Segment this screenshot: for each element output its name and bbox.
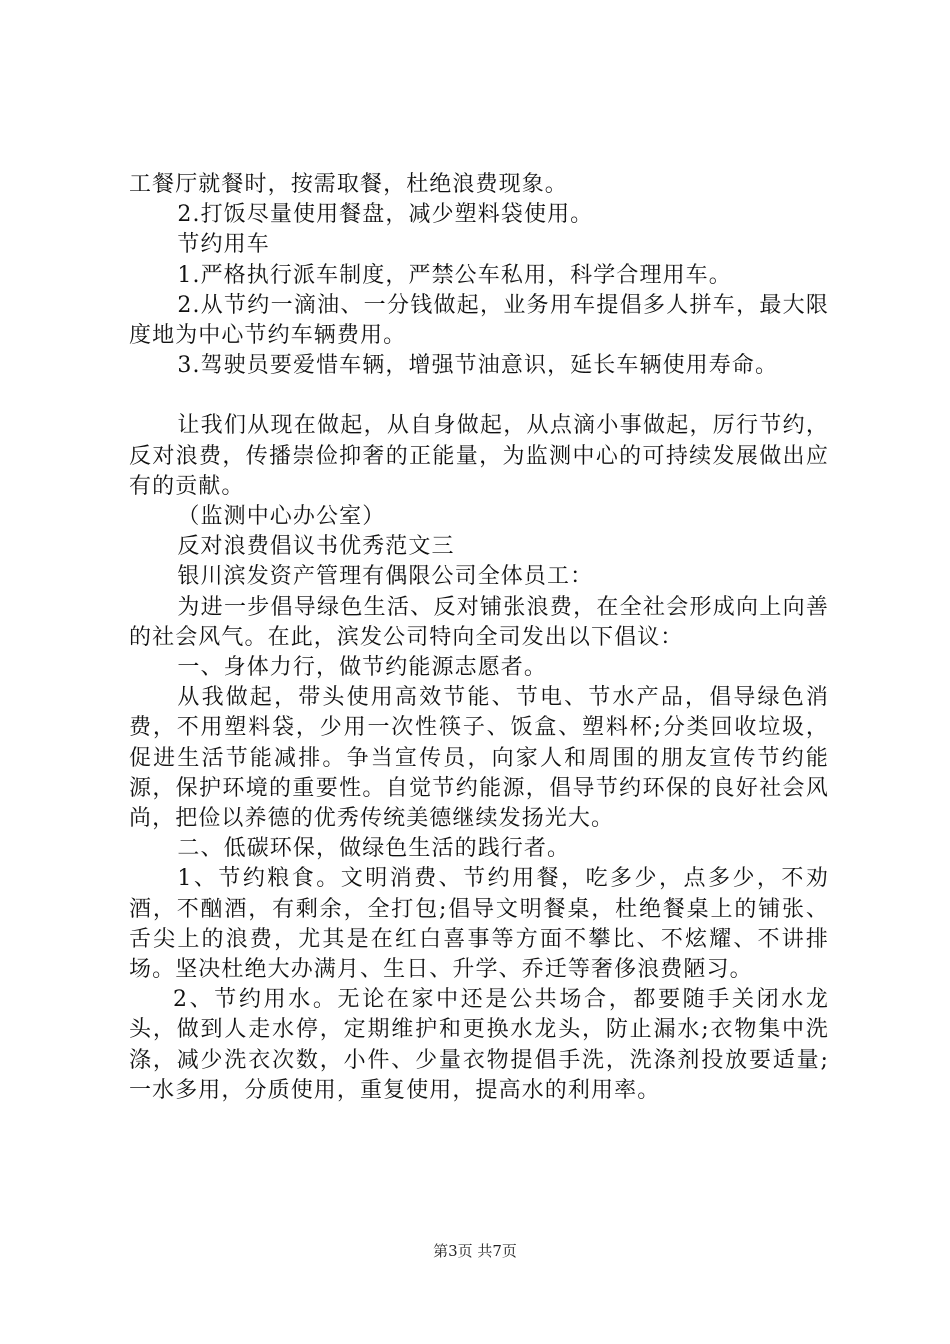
paragraph: 从我做起，带头使用高效节能、节电、节水产品，倡导绿色消费，不用塑料袋，少用一次性筷子、饭盒、塑料杯;分类回收垃圾，促进生活节能减排。争当宣传员，向家人和周围的朋友宣传节约能源，保护环境的重要性。自觉节约能源，倡导节约环保的良好社会风尚，把俭以养德的优秀传统美德继续发扬光大。 — [129, 685, 829, 832]
paragraph: 工餐厅就餐时，按需取餐，杜绝浪费现象。 — [129, 172, 568, 197]
paragraph: 节约用车 — [177, 232, 270, 258]
document-body — [129, 170, 829, 1106]
paragraph-spacer — [129, 381, 829, 411]
paragraph: 银川滨发资产管理有偶限公司全体员工： — [177, 564, 594, 590]
paragraph: 为进一步倡导绿色生活、反对铺张浪费，在全社会形成向上向善的社会风气。在此，滨发公司特向全司发出以下倡议： — [129, 594, 829, 650]
paragraph: 2.打饭尽量使用餐盘，减少塑料袋使用。 — [177, 202, 594, 228]
paragraph: 让我们从现在做起，从自身做起，从点滴小事做起，厉行节约，反对浪费，传播崇俭抑奢的正能量，为监测中心的可持续发展做出应有的贡献。 — [129, 413, 829, 499]
paragraph: 2、节约用水。无论在家中还是公共场合，都要随手关闭水龙头，做到人走水停，定期维护和更换水龙头，防止漏水;衣物集中洗涤，减少洗衣次数，小件、少量衣物提倡手洗，洗涤剂投放要适量;一水多用，分质使用，重复使用，提高水的利用率。 — [129, 987, 829, 1103]
paragraph: 1.严格执行派车制度，严禁公车私用，科学合理用车。 — [177, 262, 732, 288]
paragraph: 反对浪费倡议书优秀范文三 — [177, 534, 455, 560]
paragraph: 3.驾驶员要爱惜车辆，增强节油意识，延长车辆使用寿命。 — [177, 353, 779, 379]
paragraph: 2.从节约一滴油、一分钱做起，业务用车提倡多人拼车，最大限度地为中心节约车辆费用。 — [129, 292, 829, 349]
page-footer: 第3页 共7页 — [433, 1242, 517, 1260]
paragraph: 1、节约粮食。文明消费、节约用餐，吃多少，点多少，不劝酒，不酗酒，有剩余，全打包;倡导文明餐桌，杜绝餐桌上的铺张、舌尖上的浪费，尤其是在红白喜事等方面不攀比、不炫耀、不讲排场。坚决杜绝大办满月、生日、升学、乔迁等奢侈浪费陋习。 — [129, 866, 829, 983]
paragraph: 二、低碳环保，做绿色生活的践行者。 — [177, 836, 571, 862]
paragraph: （监测中心办公室） — [177, 504, 386, 530]
paragraph: 一、身体力行，做节约能源志愿者。 — [177, 655, 547, 681]
